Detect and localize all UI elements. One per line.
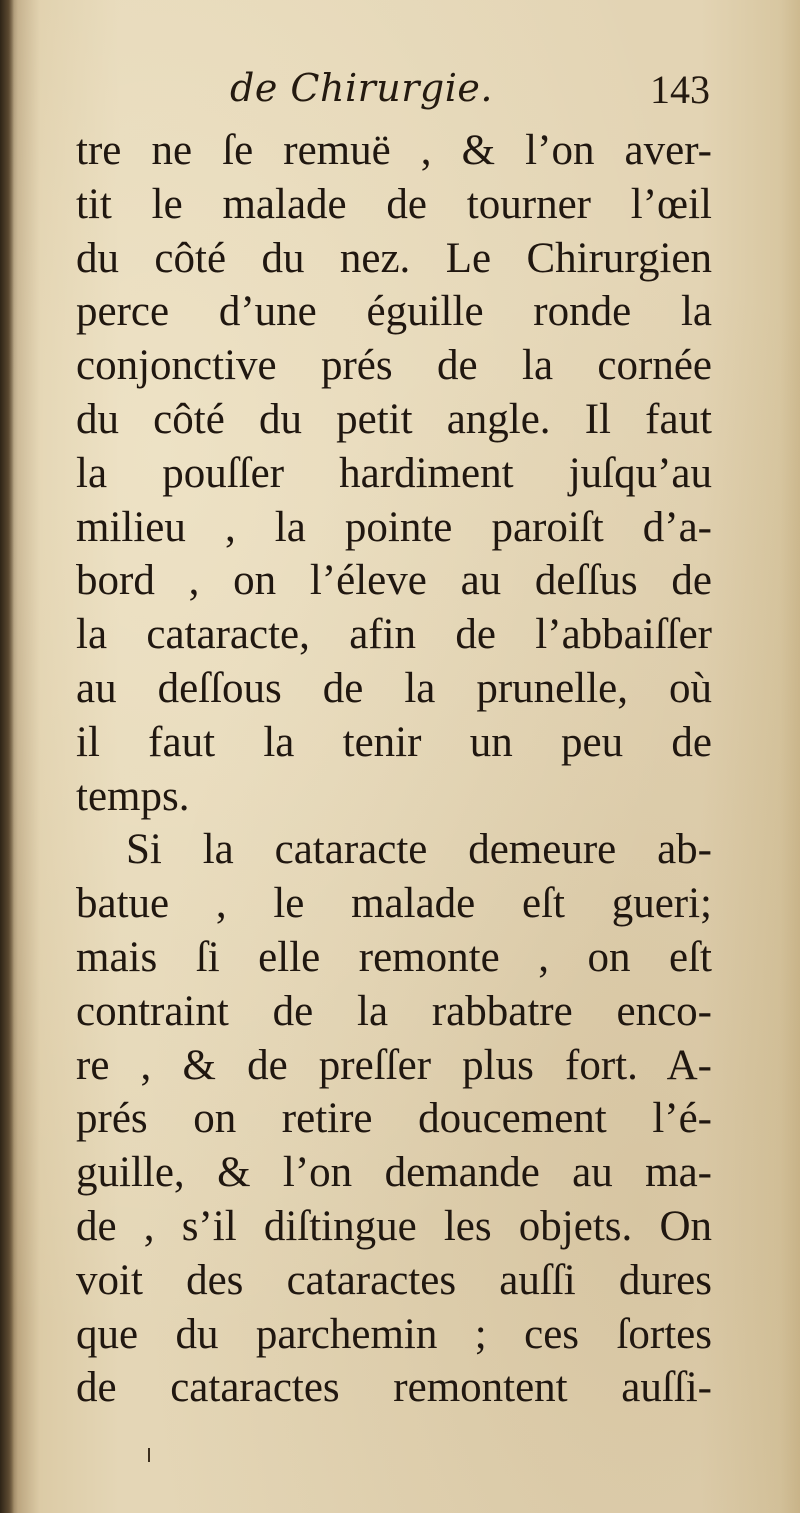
spine-shadow: [0, 0, 14, 1513]
body-text: [76, 124, 712, 1415]
text-line: la cataracte, afin de l’abbaiſſer: [76, 611, 712, 659]
text-line: de cataractes remontent auſſi-: [76, 1364, 712, 1412]
running-title: de Chirurgie.: [230, 66, 493, 110]
page-number: 143: [650, 67, 710, 112]
page-header: [230, 60, 710, 120]
text-line: guille, & l’on demande au ma-: [76, 1149, 712, 1197]
text-line: du côté du nez. Le Chirurgien: [76, 234, 712, 282]
text-line: bord , on l’éleve au deſſus de: [76, 557, 712, 605]
text-line: perce d’une éguille ronde la: [76, 288, 712, 336]
text-line: re , & de preſſer plus fort. A-: [76, 1041, 712, 1089]
text-line: du côté du petit angle. Il faut: [76, 395, 712, 443]
text-line: milieu , la pointe paroiſt d’a-: [76, 503, 712, 551]
text-line: mais ſi elle remonte , on eſt: [76, 933, 712, 981]
text-line: batue , le malade eſt gueri;: [76, 880, 712, 928]
text-line: au deſſous de la prunelle, où: [76, 664, 712, 712]
text-line: tit le malade de tourner l’œil: [76, 180, 712, 228]
text-line: que du parchemin ; ces ſortes: [76, 1310, 712, 1358]
text-line: la pouſſer hardiment juſqu’au: [76, 449, 712, 497]
text-line: tre ne ſe remuë , & l’on aver-: [76, 127, 712, 174]
text-line: voit des cataractes auſſi dures: [76, 1256, 712, 1304]
text-line: de , s’il diſtingue les objets. On: [76, 1202, 712, 1250]
text-line: contraint de la rabbatre enco-: [76, 987, 712, 1035]
text-line: prés on retire doucement l’é-: [76, 1095, 712, 1143]
text-line: temps.: [76, 772, 190, 820]
text-line: il faut la tenir un peu de: [76, 718, 712, 766]
text-line: conjonctive prés de la cornée: [76, 342, 712, 390]
text-line-paragraph-start: Si la cataracte demeure ab-: [126, 826, 712, 874]
ink-mark: [148, 1448, 150, 1462]
